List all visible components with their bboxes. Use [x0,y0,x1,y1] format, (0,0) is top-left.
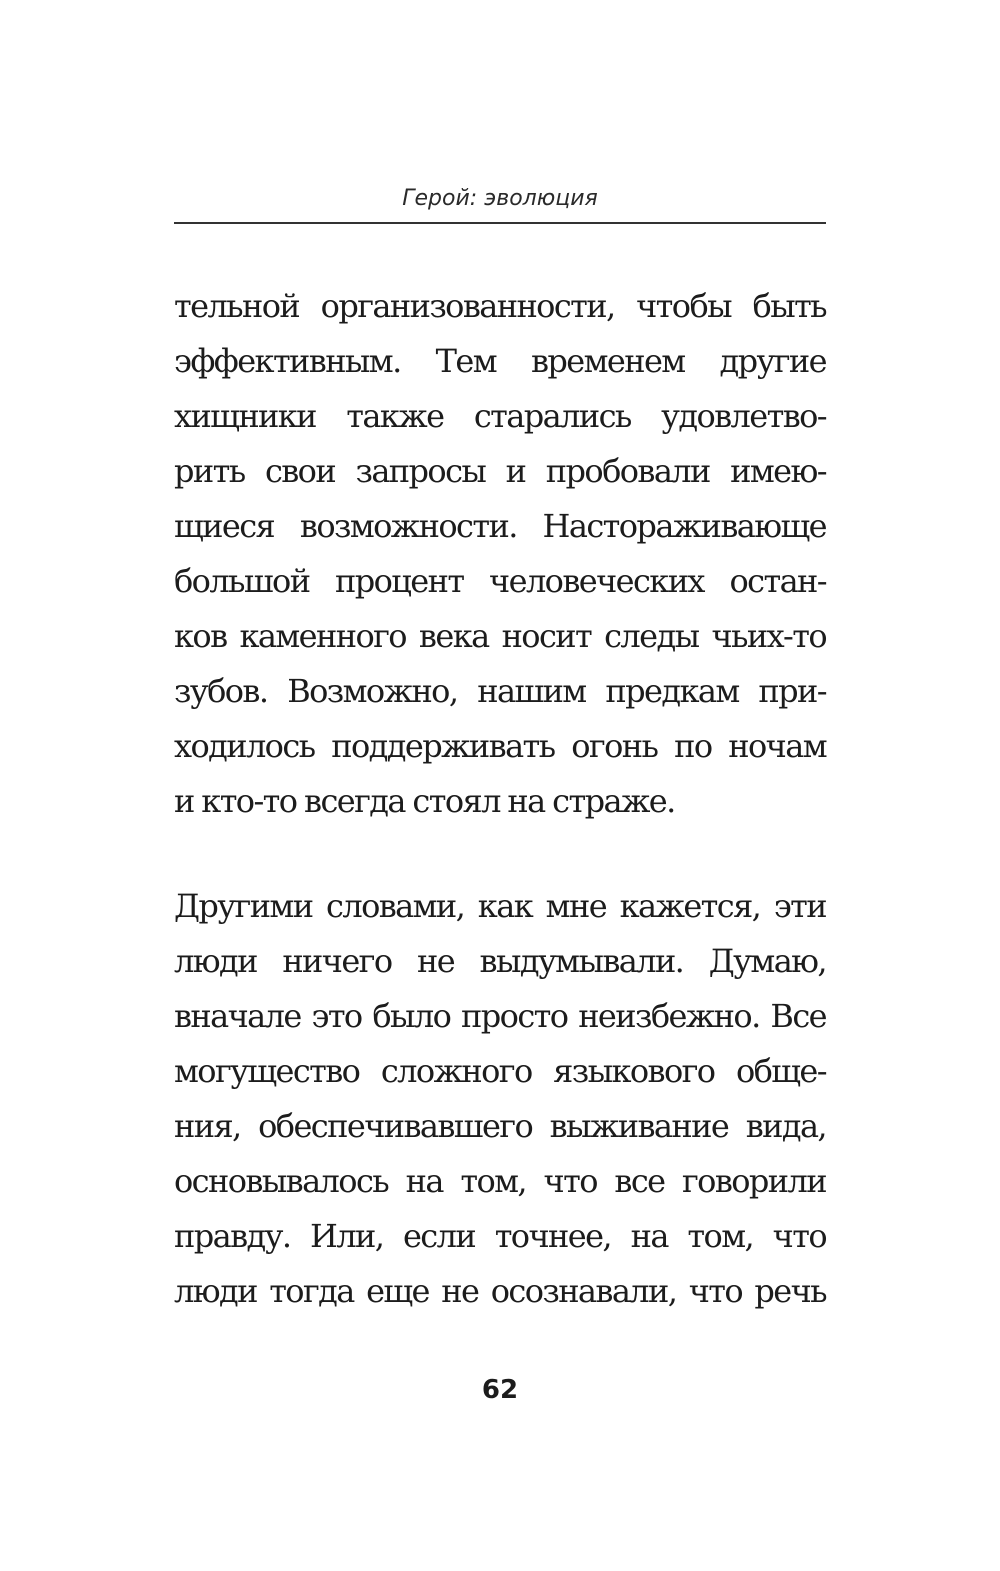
text-line: люди ничего не выдумывали. Думаю, [174,942,826,980]
text-line: ков каменного века носит следы чьих-то [174,617,826,655]
text-line: эффективным. Тем временем другие [174,342,826,380]
text-line: и кто-то всегда стоял на страже. [174,782,675,820]
text-line: рить свои запросы и пробовали имею- [174,452,826,490]
running-head-title: Герой: эволюция [402,186,598,211]
text-line: правду. Или, если точнее, на том, что [174,1217,826,1255]
text-line: вначале это было просто неизбежно. Все [174,997,826,1035]
text-line: могущество сложного языкового обще- [174,1052,826,1090]
text-line: зубов. Возможно, нашим предкам при- [174,672,826,710]
page-number: 62 [481,1375,519,1405]
text-line: щиеся возможности. Настораживающе [174,507,826,545]
text-line: ходилось поддерживать огонь по ночам [174,727,826,765]
text-line: тельной организованности, чтобы быть [174,287,826,325]
text-line: основывалось на том, что все говорили [174,1162,826,1200]
text-line: Другими словами, как мне кажется, эти [174,887,826,925]
text-line: ния, обеспечивавшего выживание вида, [174,1107,826,1145]
header-rule [174,222,826,224]
text-line: люди тогда еще не осознавали, что речь [174,1272,826,1310]
text-line: хищники также старались удовлетво- [174,397,826,435]
text-line: большой процент человеческих остан- [174,562,826,600]
